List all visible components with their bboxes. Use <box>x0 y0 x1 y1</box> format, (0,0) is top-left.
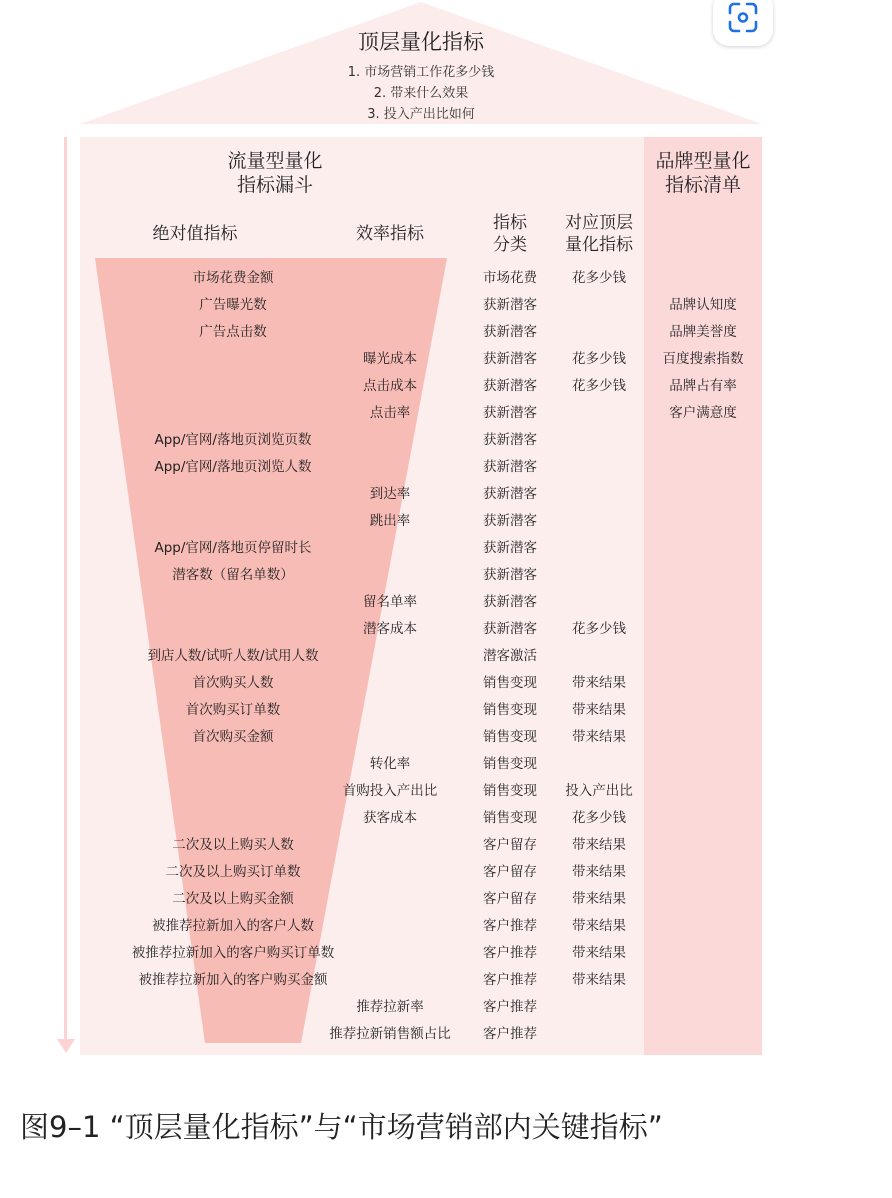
efficiency-metric: 推荐拉新率 <box>356 999 424 1015</box>
metric-category: 客户推荐 <box>483 1026 537 1042</box>
top-level-metric: 带来结果 <box>572 918 626 934</box>
roof-point-1: 1. 市场营销工作花多少钱 <box>347 65 495 80</box>
metric-category: 获新潜客 <box>483 567 537 583</box>
metric-category: 市场花费 <box>483 270 537 286</box>
metric-category: 销售变现 <box>483 783 537 799</box>
metric-category: 获新潜客 <box>483 297 537 313</box>
metric-category: 获新潜客 <box>483 513 537 529</box>
column-header-top-metric: 对应顶层 量化指标 <box>565 213 633 255</box>
top-level-metric: 带来结果 <box>572 945 626 961</box>
metric-category: 销售变现 <box>483 702 537 718</box>
metric-category: 获新潜客 <box>483 486 537 502</box>
brand-section-title: 品牌型量化 指标清单 <box>655 150 751 196</box>
metric-category: 客户推荐 <box>483 972 537 988</box>
top-level-metric: 带来结果 <box>572 675 626 691</box>
efficiency-metric: 点击成本 <box>363 378 417 394</box>
metric-category: 获新潜客 <box>483 405 537 421</box>
roof-title: 顶层量化指标 <box>358 30 484 54</box>
figure-caption: 图9–1 “顶层量化指标”与“市场营销部内关键指标” <box>20 1110 663 1144</box>
metric-category: 客户留存 <box>483 837 537 853</box>
absolute-metric: 二次及以上购买金额 <box>172 891 294 907</box>
metric-category: 获新潜客 <box>483 621 537 637</box>
efficiency-metric: 点击率 <box>369 405 411 421</box>
metric-category: 获新潜客 <box>483 594 537 610</box>
absolute-metric: 首次购买订单数 <box>185 702 281 718</box>
brand-metric: 品牌美誉度 <box>669 324 737 340</box>
top-level-metric: 花多少钱 <box>572 351 626 367</box>
brand-metric: 品牌占有率 <box>669 378 737 394</box>
metric-category: 获新潜客 <box>483 540 537 556</box>
metric-category: 销售变现 <box>483 675 537 691</box>
roof-point-2: 2. 带来什么效果 <box>373 86 469 101</box>
top-level-metric: 带来结果 <box>572 837 626 853</box>
top-level-metric: 花多少钱 <box>572 621 626 637</box>
efficiency-metric: 推荐拉新销售额占比 <box>329 1026 451 1042</box>
metric-category: 销售变现 <box>483 729 537 745</box>
absolute-metric: 二次及以上购买订单数 <box>165 864 301 880</box>
roof-point-3: 3. 投入产出比如何 <box>367 107 475 122</box>
absolute-metric: 广告点击数 <box>199 324 267 340</box>
brand-metric: 品牌认知度 <box>669 297 737 313</box>
absolute-metric: 首次购买金额 <box>192 729 274 745</box>
arrow-down-icon <box>57 1039 75 1053</box>
absolute-metric: App/官网/落地页浏览页数 <box>154 432 312 448</box>
column-header-category: 指标 分类 <box>493 213 527 255</box>
absolute-metric: App/官网/落地页停留时长 <box>154 540 312 556</box>
metric-category: 获新潜客 <box>483 459 537 475</box>
absolute-metric: 市场花费金额 <box>192 270 274 286</box>
absolute-metric: 二次及以上购买人数 <box>172 837 294 853</box>
metric-category: 客户推荐 <box>483 945 537 961</box>
efficiency-metric: 曝光成本 <box>363 351 417 367</box>
top-level-metric: 花多少钱 <box>572 270 626 286</box>
top-level-metric: 带来结果 <box>572 729 626 745</box>
column-header-efficiency: 效率指标 <box>356 224 424 244</box>
efficiency-metric: 到达率 <box>369 486 411 502</box>
brand-metric: 客户满意度 <box>669 405 737 421</box>
absolute-metric: 被推荐拉新加入的客户购买订单数 <box>131 945 335 961</box>
efficiency-metric: 首购投入产出比 <box>342 783 438 799</box>
top-level-metric: 带来结果 <box>572 972 626 988</box>
efficiency-metric: 跳出率 <box>369 513 411 529</box>
top-level-metric: 带来结果 <box>572 702 626 718</box>
efficiency-metric: 留名单率 <box>363 594 417 610</box>
top-level-metric: 花多少钱 <box>572 810 626 826</box>
absolute-metric: 被推荐拉新加入的客户人数 <box>152 918 314 934</box>
top-level-metric: 投入产出比 <box>565 783 633 799</box>
efficiency-metric: 转化率 <box>369 756 411 772</box>
metric-category: 获新潜客 <box>483 378 537 394</box>
metric-category: 客户留存 <box>483 891 537 907</box>
metric-category: 销售变现 <box>483 810 537 826</box>
brand-metric: 百度搜索指数 <box>662 351 744 367</box>
metric-category: 获新潜客 <box>483 324 537 340</box>
metric-category: 潜客激活 <box>483 648 537 664</box>
absolute-metric: 到店人数/试听人数/试用人数 <box>147 648 319 664</box>
metric-category: 客户推荐 <box>483 918 537 934</box>
efficiency-metric: 获客成本 <box>363 810 417 826</box>
top-level-metric: 带来结果 <box>572 864 626 880</box>
top-level-metric: 带来结果 <box>572 891 626 907</box>
metric-category: 客户留存 <box>483 864 537 880</box>
top-level-metric: 花多少钱 <box>572 378 626 394</box>
funnel-arrow-shaft <box>64 137 67 1041</box>
metric-category: 客户推荐 <box>483 999 537 1015</box>
metric-category: 获新潜客 <box>483 432 537 448</box>
efficiency-metric: 潜客成本 <box>363 621 417 637</box>
absolute-metric: 首次购买人数 <box>192 675 274 691</box>
scan-text-icon <box>713 0 773 46</box>
absolute-metric: 潜客数（留名单数） <box>172 567 294 583</box>
column-header-absolute: 绝对值指标 <box>152 224 238 244</box>
absolute-metric: 广告曝光数 <box>199 297 267 313</box>
scan-text-button[interactable] <box>713 0 773 46</box>
metric-category: 获新潜客 <box>483 351 537 367</box>
absolute-metric: App/官网/落地页浏览人数 <box>154 459 312 475</box>
absolute-metric: 被推荐拉新加入的客户购买金额 <box>138 972 328 988</box>
traffic-section-title: 流量型量化 指标漏斗 <box>227 150 323 196</box>
metric-category: 销售变现 <box>483 756 537 772</box>
